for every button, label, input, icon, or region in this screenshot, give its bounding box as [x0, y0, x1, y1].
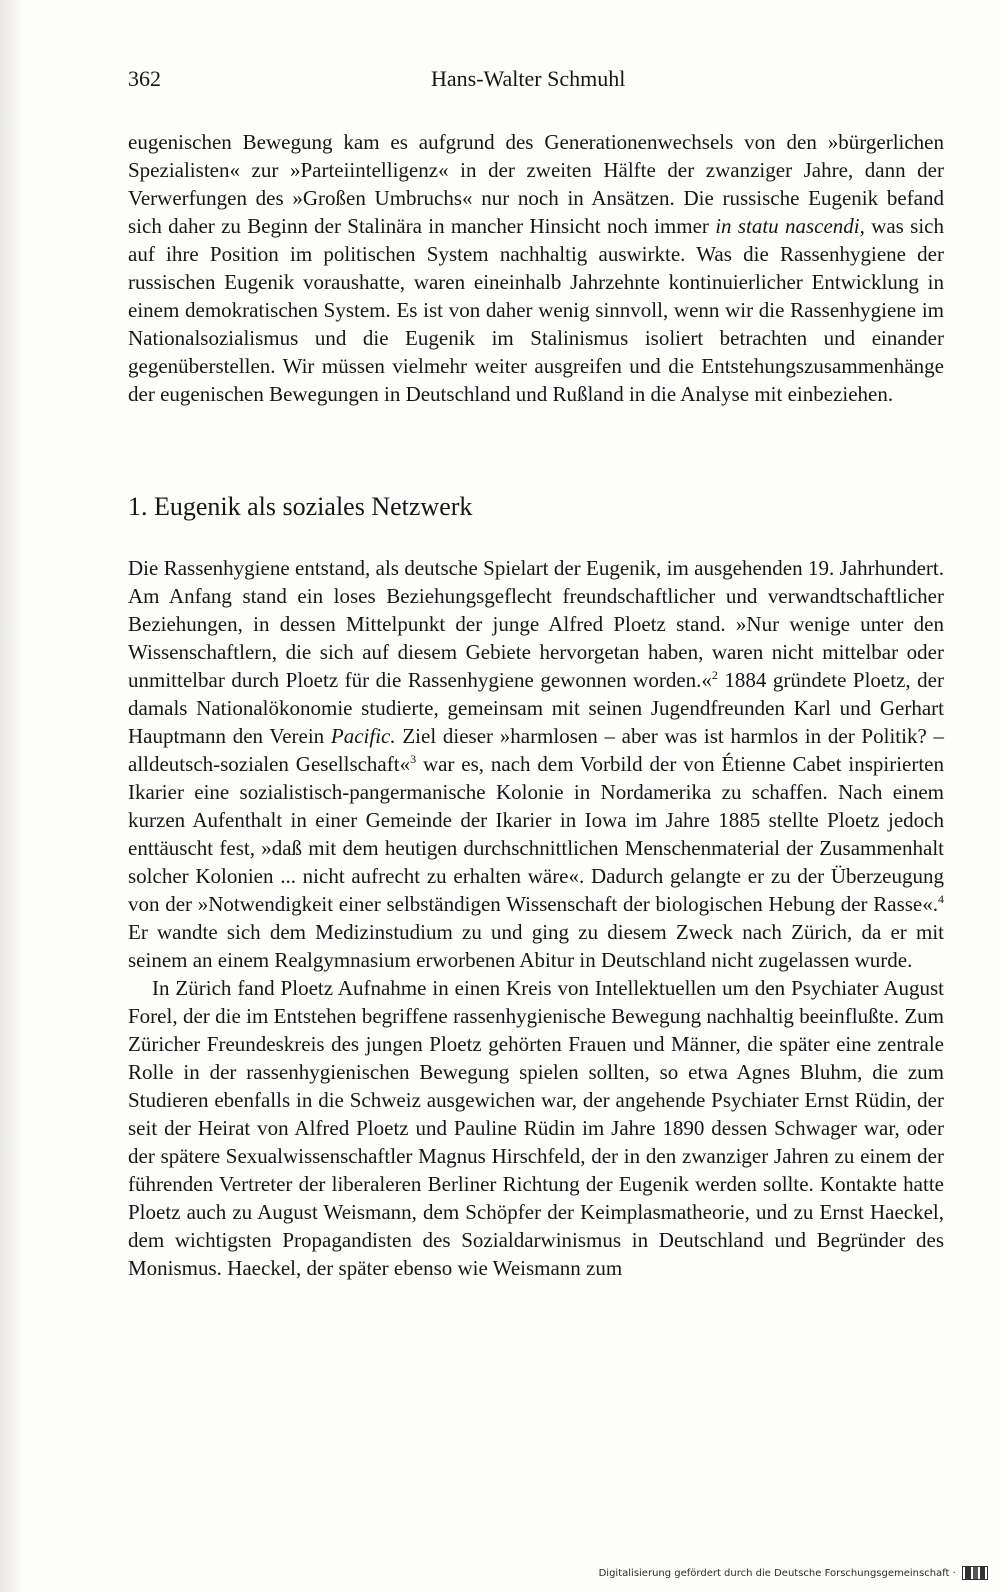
page-edge-shadow: [0, 0, 22, 1592]
p1-text-4: war es, nach dem Vorbild der von Étienne Cabet inspirierten Ikarier eine sozialistisch-pangermanische Kolonie in Nordamerika zu schaffen. Nach einem kurzen Aufenthalt in einer Gemeinde der Ikarier in Iowa im Jahre 1885 stellte Ploetz jedoch enttäuscht fest, »daß mit dem heutigen durchschnittlichen Menschenmaterial der Zusammenhalt solcher Kolonien ... nicht aufrecht zu erhalten wäre«. Dadurch gelangte er zu der Überzeugung von der »Notwendigkeit einer selbständigen Wissenschaft der biologischen Hebung der Rasse«.: [128, 752, 944, 916]
footnote-ref-4[interactable]: 4: [938, 892, 944, 906]
intro-text-1: eugenischen Bewegung kam es aufgrund des Generationenwechsels von den »bürgerlichen Spezialisten« zur »Parteiintelligenz« in der zweiten Hälfte der zwanziger Jahre, dann der Verwerfungen des »Großen Umbruchs« nur noch in Ansätzen. Die russische Eugenik befand sich daher zu Beginn der Stalinära in mancher Hinsicht noch immer: [128, 130, 944, 238]
section-body: [128, 554, 944, 1282]
intro-text-2: was sich auf ihre Position im politischen System nachhaltig auswirkte. Was die Rassenhygiene der russischen Eugenik voraushatte, waren eineinhalb Jahrzehnte kontinuierlicher Entwicklung in einem demokratischen System. Es ist von daher wenig sinnvoll, wenn wir die Rassenhygiene im Nationalsozialismus und die Eugenik im Stalinismus isoliert betrachten und einander gegenüberstellen. Wir müssen vielmehr weiter ausgreifen und die Entstehungszusammenhänge der eugenischen Bewegungen in Deutschland und Rußland in die Analyse mit einbeziehen.: [128, 214, 944, 406]
p1-text-5: Er wandte sich dem Medizinstudium zu und ging zu diesem Zweck nach Zürich, da er mit seinem an einem Realgymnasium erworbenen Abitur in Deutschland nicht zugelassen wurde.: [128, 920, 944, 972]
section-heading: 1. Eugenik als soziales Netzwerk: [128, 492, 473, 521]
footer-credit: Digitalisierung gefördert durch die Deutsche Forschungsgemeinschaft ·: [598, 1568, 956, 1579]
digitization-footer: [599, 1566, 988, 1580]
page-number: 362: [128, 66, 161, 91]
intro-paragraph: [128, 128, 944, 408]
footnote-ref-2[interactable]: 2: [711, 668, 718, 682]
dfg-logo-icon: [962, 1566, 988, 1580]
p1-italic-pacific: Pacific.: [330, 724, 396, 748]
section-paragraph-1: [128, 554, 944, 974]
p1-text-1: Die Rassenhygiene entstand, als deutsche Spielart der Eugenik, im ausgehenden 19. Jahrhundert. Am Anfang stand ein loses Beziehungsgeflecht freundschaftlicher und verwandtschaftlicher Beziehungen, in dessen Mittelpunkt der junge Alfred Ploetz stand. »Nur wenige unter den Wissenschaftlern, die sich auf diesem Gebiete hervorgetan haben, waren nicht mittelbar oder unmittelbar durch Ploetz für die Rassenhygiene gewonnen worden.«: [128, 556, 944, 692]
page-header: [128, 66, 944, 100]
running-head-author: Hans-Walter Schmuhl: [431, 66, 626, 91]
p1-text-2: 1884 gründete Ploetz, der damals Nationalökonomie studierte, gemeinsam mit seinen Jugendfreunden Karl und Gerhart Hauptmann den Verein: [128, 668, 944, 748]
footnote-ref-3[interactable]: 3: [410, 752, 417, 766]
intro-italic-latin: in statu nascendi,: [715, 214, 865, 238]
section-paragraph-2: In Zürich fand Ploetz Aufnahme in einen Kreis von Intellektuellen um den Psychiater August Forel, der die im Entstehen begriffene rassenhygienische Bewegung nachhaltig beeinflußte. Zum Züricher Freundeskreis des jungen Ploetz gehörten Frauen und Männer, die später eine zentrale Rolle in der rassenhygienischen Bewegung spielen sollten, so etwa Agnes Bluhm, die zum Studieren ebenfalls in die Schweiz ausgewichen war, der angehende Psychiater Ernst Rüdin, der seit der Heirat von Alfred Ploetz und Pauline Rüdin im Jahre 1890 dessen Schwager war, oder der spätere Sexualwissenschaftler Magnus Hirschfeld, der in den zwanziger Jahren zu einem der führenden Vertreter der liberaleren Berliner Richtung der Eugenik werden sollte. Kontakte hatte Ploetz auch zu August Weismann, dem Schöpfer der Keimplasmatheorie, und zu Ernst Haeckel, dem wichtigsten Propagandisten des Sozialdarwinismus in Deutschland und Begründer des Monismus. Haeckel, der später ebenso wie Weismann zum: [128, 976, 944, 1280]
intro-paragraph-block: [128, 128, 944, 408]
p1-text-3: Ziel dieser »harmlosen – aber was ist harmlos in der Politik? – alldeutsch-sozialen Gesellschaft«: [128, 724, 944, 776]
